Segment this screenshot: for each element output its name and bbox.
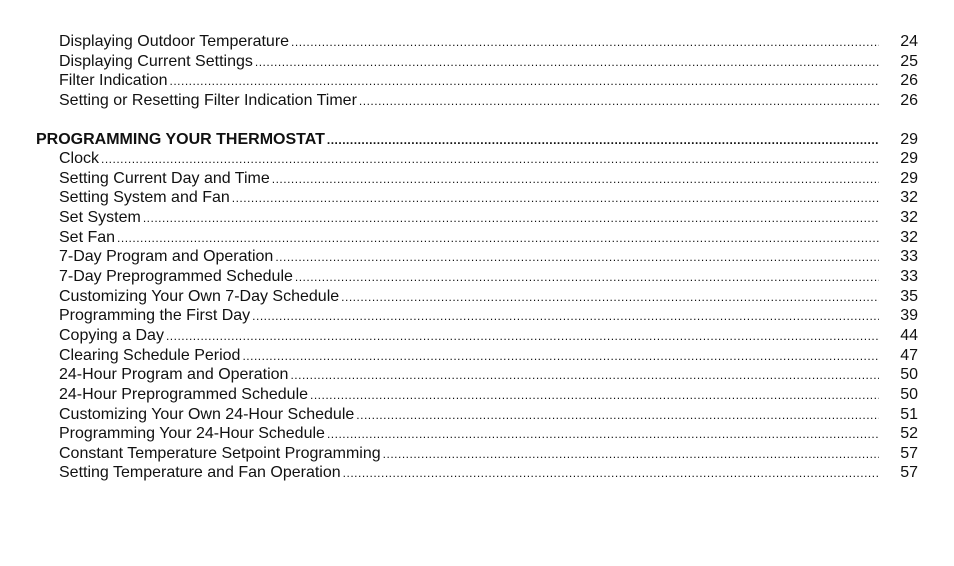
toc-entry-page: 26 (900, 91, 918, 109)
section-spacer (0, 111, 954, 130)
toc-entry-title: Displaying Outdoor Temperature (59, 33, 290, 50)
dot-leader (327, 425, 879, 445)
toc-entry-title: Programming the First Day (59, 307, 251, 325)
dot-leader (343, 464, 879, 484)
toc-entry[interactable] (0, 208, 954, 228)
toc-entry-title: Setting or Resetting Filter Indication Timer (59, 91, 357, 109)
dot-leader (295, 268, 879, 288)
toc-entry-title: Displaying Current Settings (59, 52, 253, 70)
dot-leader (291, 33, 879, 53)
toc-entry[interactable] (0, 228, 954, 248)
dot-leader (232, 189, 879, 209)
toc-entry-page: 24 (900, 33, 918, 50)
dot-leader (290, 366, 879, 386)
toc-entry-title: Clearing Schedule Period (59, 346, 241, 364)
toc-entry[interactable] (0, 405, 954, 425)
dot-leader (166, 327, 879, 347)
toc-entry-title: 7-Day Preprogrammed Schedule (59, 268, 293, 286)
dot-leader (275, 248, 879, 268)
toc-entry-page: 51 (900, 405, 918, 423)
toc-entry-title: Constant Temperature Setpoint Programming (59, 444, 381, 462)
toc-entry-page: 57 (900, 464, 918, 482)
toc-entry[interactable] (0, 188, 954, 208)
toc-entry-page: 32 (900, 209, 918, 227)
toc-entry-title: Customizing Your Own 7-Day Schedule (59, 287, 340, 305)
toc-entry[interactable] (0, 346, 954, 366)
toc-entry-title: Setting System and Fan (59, 189, 230, 207)
toc-entry-title: Copying a Day (59, 326, 164, 344)
toc-entry[interactable] (0, 52, 954, 72)
toc-entry[interactable] (0, 424, 954, 444)
toc-entry[interactable] (0, 444, 954, 464)
dot-leader (101, 150, 879, 170)
toc-entry[interactable] (0, 306, 954, 326)
toc-entry[interactable] (0, 287, 954, 307)
toc-entry-title: Set System (59, 209, 141, 227)
toc-entry[interactable] (0, 247, 954, 267)
dot-leader (170, 72, 880, 92)
dot-leader (341, 288, 879, 308)
dot-leader (255, 53, 879, 73)
toc-entry-page: 33 (900, 268, 918, 286)
toc-entry[interactable] (0, 385, 954, 405)
toc-entry-title: 24-Hour Preprogrammed Schedule (59, 385, 309, 403)
toc-entry-title: Setting Current Day and Time (59, 169, 270, 187)
toc-section-title: PROGRAMMING YOUR THERMOSTAT (36, 130, 325, 148)
toc-entry-title: 24-Hour Program and Operation (59, 366, 289, 384)
toc-entry-page: 29 (900, 169, 918, 187)
toc-entry-page: 52 (900, 425, 918, 443)
toc-entry[interactable] (0, 365, 954, 385)
toc-entry-title: Customizing Your Own 24-Hour Schedule (59, 405, 355, 423)
dot-leader (356, 406, 879, 426)
toc-entry-title: 7-Day Program and Operation (59, 248, 274, 266)
toc-entry[interactable] (0, 169, 954, 189)
toc-entry[interactable] (0, 326, 954, 346)
toc-entry-page: 33 (900, 248, 918, 266)
toc-entry[interactable] (0, 463, 954, 483)
toc-entry[interactable] (0, 149, 954, 169)
toc-entry-page: 50 (900, 366, 918, 384)
toc-entry-title: Filter Indication (59, 72, 168, 90)
toc-entry-title: Clock (59, 150, 100, 168)
dot-leader (327, 131, 879, 151)
dot-leader (272, 170, 879, 190)
toc-entry-title: Programming Your 24-Hour Schedule (59, 425, 325, 443)
toc-entry-page: 29 (900, 150, 918, 168)
toc-entry-page: 44 (900, 326, 918, 344)
toc-section-heading[interactable] (0, 130, 954, 150)
dot-leader (252, 307, 879, 327)
toc-entry-page: 47 (900, 346, 918, 364)
toc-entry-page: 25 (900, 52, 918, 70)
toc-entry[interactable] (0, 91, 954, 111)
toc-entry-page: 57 (900, 444, 918, 462)
toc-section-page: 29 (900, 130, 918, 148)
toc-entry-page: 26 (900, 72, 918, 90)
toc-entry-page: 32 (900, 189, 918, 207)
dot-leader (242, 347, 879, 367)
toc-entry-page: 32 (900, 228, 918, 246)
table-of-contents (0, 32, 954, 483)
dot-leader (143, 209, 879, 229)
toc-entry-page: 50 (900, 385, 918, 403)
dot-leader (310, 386, 879, 406)
dot-leader (383, 445, 879, 465)
toc-entry[interactable] (0, 71, 954, 91)
toc-entry[interactable] (0, 32, 954, 52)
toc-entry-title: Set Fan (59, 228, 116, 246)
toc-entry-title: Setting Temperature and Fan Operation (59, 464, 341, 482)
dot-leader (359, 92, 879, 112)
toc-entry[interactable] (0, 267, 954, 287)
dot-leader (117, 229, 879, 249)
toc-entry-page: 39 (900, 307, 918, 325)
toc-entry-page: 35 (900, 287, 918, 305)
